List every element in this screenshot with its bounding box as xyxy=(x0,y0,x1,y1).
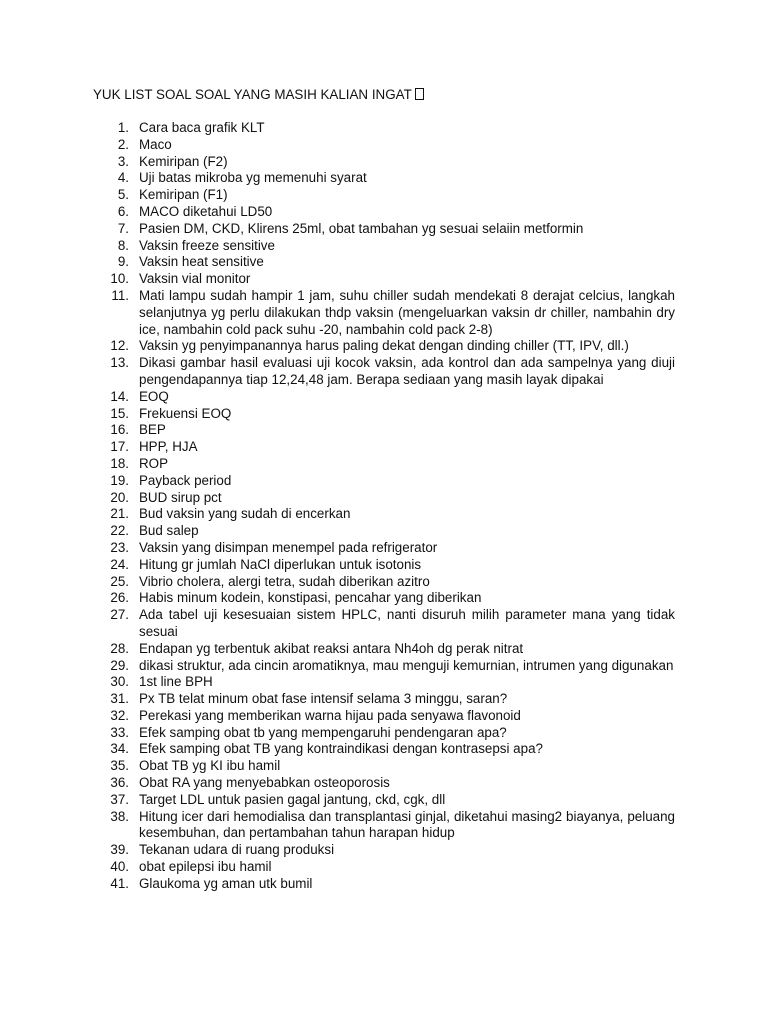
list-item-text: Glaukoma yg aman utk bumil xyxy=(139,875,313,891)
list-item xyxy=(93,792,675,809)
list-item xyxy=(93,859,675,876)
list-item-text: ROP xyxy=(139,455,169,471)
list-item-text: Endapan yg terbentuk akibat reaksi antara Nh4oh dg perak nitrat xyxy=(139,640,524,656)
list-item-text: Bud vaksin yang sudah di encerkan xyxy=(139,506,351,522)
list-item xyxy=(93,741,675,758)
list-item-text: 1st line BPH xyxy=(139,674,213,690)
list-item-number: 37. xyxy=(110,791,129,807)
list-item-number: 16. xyxy=(110,422,129,438)
list-item xyxy=(93,170,675,187)
list-item-text: Hitung icer dari hemodialisa dan transplantasi ginjal, diketahui masing2 biayanya, peluang kesembuhan, dan pertambahan tahun harapan hidup xyxy=(139,808,675,841)
list-item xyxy=(93,876,675,893)
list-item-number: 9. xyxy=(117,254,129,270)
list-item-number: 2. xyxy=(117,136,129,152)
list-item-number: 8. xyxy=(117,237,129,253)
list-item-text: Pasien DM, CKD, Klirens 25ml, obat tambahan yg sesuai selaiin metformin xyxy=(139,220,584,236)
list-item xyxy=(93,204,675,221)
list-item xyxy=(93,506,675,523)
list-item xyxy=(93,842,675,859)
list-item xyxy=(93,590,675,607)
list-item-text: Vaksin vial monitor xyxy=(139,271,251,287)
list-item xyxy=(93,490,675,507)
list-item-text: Kemiripan (F1) xyxy=(139,187,228,203)
list-item-number: 19. xyxy=(110,472,129,488)
list-item xyxy=(93,422,675,439)
list-item xyxy=(93,758,675,775)
list-item xyxy=(93,120,675,137)
list-item-number: 38. xyxy=(110,808,129,824)
list-item-text: BUD sirup pct xyxy=(139,489,222,505)
list-item-number: 23. xyxy=(110,539,129,555)
list-item-number: 26. xyxy=(110,590,129,606)
list-item-text: Vaksin yg penyimpanannya harus paling dekat dengan dinding chiller (TT, IPV, dll.) xyxy=(139,338,629,354)
list-item-number: 5. xyxy=(117,187,129,203)
list-item-text: Ada tabel uji kesesuaian sistem HPLC, nanti disuruh milih parameter mana yang tidak sesuai xyxy=(139,607,675,639)
list-item-text: Bud salep xyxy=(139,523,199,539)
list-item-number: 4. xyxy=(117,170,129,186)
list-item-number: 29. xyxy=(110,657,129,673)
list-item xyxy=(93,809,675,843)
list-item-number: 21. xyxy=(110,506,129,522)
list-item-text: Maco xyxy=(139,136,172,152)
list-item-text: Vaksin freeze sensitive xyxy=(139,237,275,253)
list-item-number: 14. xyxy=(110,388,129,404)
list-item xyxy=(93,658,675,675)
list-item-number: 31. xyxy=(110,691,129,707)
list-item xyxy=(93,406,675,423)
list-item-number: 13. xyxy=(110,355,129,371)
list-item xyxy=(93,708,675,725)
list-item xyxy=(93,674,675,691)
list-item-number: 3. xyxy=(117,153,129,169)
list-item xyxy=(93,725,675,742)
list-item xyxy=(93,187,675,204)
list-item-text: Habis minum kodein, konstipasi, pencahar yang diberikan xyxy=(139,590,482,606)
list-item-number: 11. xyxy=(111,287,129,303)
list-item-number: 32. xyxy=(110,707,129,723)
list-item-number: 25. xyxy=(110,573,129,589)
list-item xyxy=(93,254,675,271)
list-item-number: 27. xyxy=(110,607,129,623)
list-item-number: 18. xyxy=(110,455,129,471)
list-item-text: Target LDL untuk pasien gagal jantung, ckd, cgk, dll xyxy=(139,791,446,807)
list-item xyxy=(93,456,675,473)
list-item-text: Mati lampu sudah hampir 1 jam, suhu chiller sudah mendekati 8 derajat celcius, langkah selanjutnya yg perlu dilakukan thdp vaksin (mengeluarkan vaksin dr chiller, nambahin dry ice, nambahin cold pack suhu -20, nambahin cold pack 2-8) xyxy=(139,287,675,337)
list-item-number: 20. xyxy=(110,489,129,505)
list-item-text: Vaksin yang disimpan menempel pada refrigerator xyxy=(139,539,438,555)
list-item-number: 28. xyxy=(110,640,129,656)
list-item-text: Dikasi gambar hasil evaluasi uji kocok vaksin, ada kontrol dan ada sampelnya yang diuji pengendapannya tiap 12,24,48 jam. Berapa sediaan yang masih layak dipakai xyxy=(139,355,675,387)
list-item-text: Px TB telat minum obat fase intensif selama 3 minggu, saran? xyxy=(139,691,508,707)
list-item-number: 36. xyxy=(110,775,129,791)
list-item xyxy=(93,691,675,708)
list-item xyxy=(93,355,675,389)
list-item xyxy=(93,775,675,792)
list-item-text: Efek samping obat TB yang kontraindikasi dengan kontrasepsi apa? xyxy=(139,741,543,757)
title-text: YUK LIST SOAL SOAL YANG MASIH KALIAN INGAT xyxy=(93,87,412,102)
list-item xyxy=(93,137,675,154)
list-item-text: Perekasi yang memberikan warna hijau pada senyawa flavonoid xyxy=(139,707,521,723)
list-item-number: 6. xyxy=(117,203,129,219)
list-item-number: 39. xyxy=(110,842,129,858)
list-item-text: obat epilepsi ibu hamil xyxy=(139,859,272,875)
list-item-number: 15. xyxy=(110,405,129,421)
list-item xyxy=(93,574,675,591)
list-item-text: Kemiripan (F2) xyxy=(139,153,228,169)
list-item-text: Frekuensi EOQ xyxy=(139,405,232,421)
list-item-number: 40. xyxy=(110,859,129,875)
list-item-text: BEP xyxy=(139,422,166,438)
list-item xyxy=(93,439,675,456)
list-item-text: EOQ xyxy=(139,388,169,404)
list-item-number: 41. xyxy=(110,875,129,891)
list-item xyxy=(93,607,675,641)
list-item xyxy=(93,154,675,171)
list-item-number: 22. xyxy=(110,523,129,539)
list-item-number: 30. xyxy=(110,674,129,690)
list-item xyxy=(93,473,675,490)
list-item-number: 24. xyxy=(110,556,129,572)
list-item-text: Vibrio cholera, alergi tetra, sudah diberikan azitro xyxy=(139,573,430,589)
list-item-text: Hitung gr jumlah NaCl diperlukan untuk isotonis xyxy=(139,556,422,572)
question-list xyxy=(93,120,675,893)
list-item xyxy=(93,557,675,574)
list-item xyxy=(93,288,675,338)
list-item-text: dikasi struktur, ada cincin aromatiknya, mau menguji kemurnian, intrumen yang digunakan xyxy=(139,657,674,673)
list-item xyxy=(93,221,675,238)
list-item-text: Efek samping obat tb yang mempengaruhi pendengaran apa? xyxy=(139,724,507,740)
list-item-text: HPP, HJA xyxy=(139,439,198,455)
page-title xyxy=(93,86,424,103)
list-item-text: Vaksin heat sensitive xyxy=(139,254,264,270)
list-item xyxy=(93,389,675,406)
list-item-text: Obat TB yg KI ibu hamil xyxy=(139,758,281,774)
box-glyph-icon xyxy=(415,88,424,100)
list-item-text: Cara baca grafik KLT xyxy=(139,120,265,135)
list-item-text: MACO diketahui LD50 xyxy=(139,203,273,219)
list-item xyxy=(93,238,675,255)
list-item-number: 10. xyxy=(110,271,129,287)
list-item-number: 33. xyxy=(110,724,129,740)
list-item-text: Payback period xyxy=(139,472,232,488)
list-item-number: 34. xyxy=(110,741,129,757)
list-item-number: 7. xyxy=(117,220,129,236)
list-item-text: Tekanan udara di ruang produksi xyxy=(139,842,335,858)
list-item xyxy=(93,540,675,557)
list-item-number: 1. xyxy=(117,120,129,135)
list-item-number: 12. xyxy=(110,338,129,354)
list-item xyxy=(93,271,675,288)
list-item xyxy=(93,641,675,658)
list-item-number: 35. xyxy=(110,758,129,774)
list-item xyxy=(93,338,675,355)
list-item-text: Uji batas mikroba yg memenuhi syarat xyxy=(139,170,367,186)
list-item-text: Obat RA yang menyebabkan osteoporosis xyxy=(139,775,390,791)
list-item xyxy=(93,523,675,540)
list-item-number: 17. xyxy=(110,439,129,455)
